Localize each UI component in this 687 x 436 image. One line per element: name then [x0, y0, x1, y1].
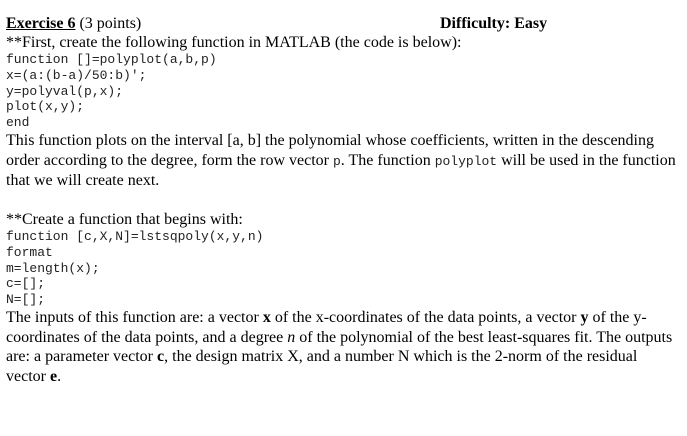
code-line: function [c,X,N]=lstsqpoly(x,y,n) — [6, 229, 264, 245]
lstsqpoly-code-block — [6, 229, 681, 308]
code-line: y=polyval(p,x); — [6, 83, 124, 99]
description-text: of the y-coordinates of the data points, and a degree — [6, 309, 647, 346]
bold-x: x — [262, 309, 271, 327]
description-text: of the polynomial of the best least-squares fit. The outputs are: a parameter vector — [6, 328, 673, 366]
code-line: c=[]; — [6, 276, 46, 292]
polyplot-description — [6, 131, 681, 191]
italic-n: n — [287, 328, 296, 346]
inline-code-polyplot: polyplot — [434, 153, 498, 169]
code-line: N=[]; — [6, 292, 46, 308]
description-text: , the design matrix X, and a number N which is the 2-norm of the residual vector — [6, 348, 638, 386]
paragraph-gap — [6, 191, 681, 210]
description-text: . — [57, 368, 62, 386]
difficulty-label: Difficulty: Easy — [440, 15, 548, 32]
polyplot-code-block — [6, 52, 681, 131]
code-line: format — [6, 244, 53, 260]
part1-intro: **First, create the following function in MATLAB (the code is below): — [6, 34, 462, 51]
code-line: m=length(x); — [6, 260, 100, 276]
code-line: plot(x,y); — [6, 99, 85, 115]
description-text: will be used in the function that we will create next. — [6, 151, 676, 190]
description-text: . The function — [340, 151, 435, 169]
exercise-title: Exercise 6 — [6, 15, 76, 32]
code-line: x=(a:(b-a)/50:b)'; — [6, 67, 147, 83]
part2-intro: **Create a function that begins with: — [6, 211, 243, 229]
description-text: of the x-coordinates of the data points, a vector — [270, 309, 581, 327]
inline-code-p: p — [332, 153, 341, 169]
exercise-page — [6, 14, 681, 387]
bold-y: y — [580, 309, 589, 327]
description-text: This function plots on the interval [a, b] the polynomial whose coefficients, written in the descending order according to the degree, form the row vector — [6, 131, 654, 169]
exercise-points: (3 points) — [75, 15, 142, 32]
code-line: end — [6, 115, 30, 131]
bold-e: e — [49, 368, 58, 386]
code-line: function []=polyplot(a,b,p) — [6, 52, 217, 67]
bold-c: c — [157, 348, 165, 366]
exercise-header — [6, 14, 681, 33]
description-text: The inputs of this function are: a vector — [6, 309, 263, 327]
lstsqpoly-description — [6, 308, 681, 387]
